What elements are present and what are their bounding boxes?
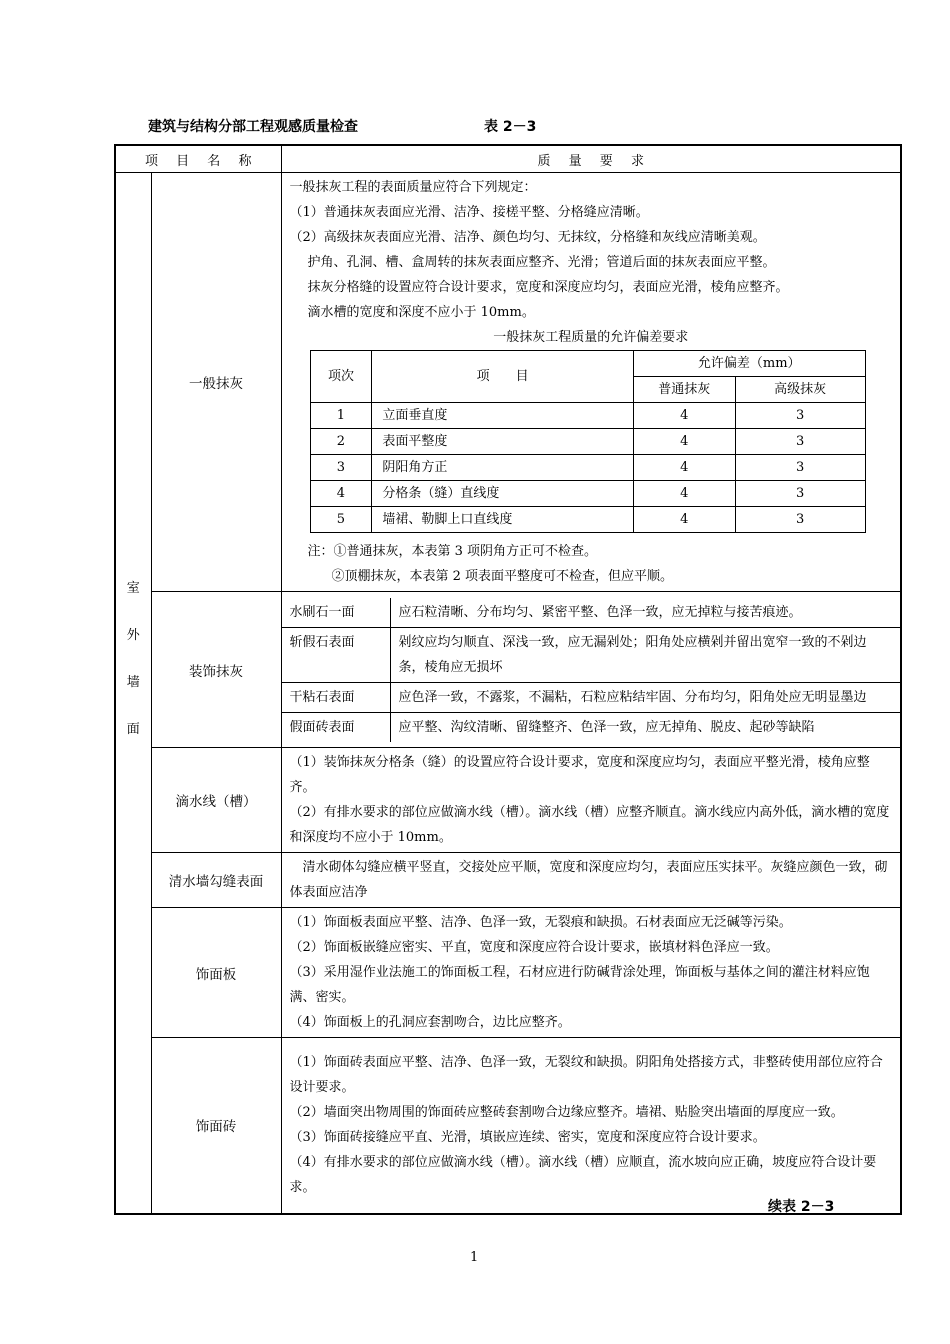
category-char: 外	[126, 628, 140, 643]
req-line: （1）饰面砖表面应平整、洁净、色泽一致，无裂纹和缺损。阴阳角处搭接方式，非整砖使用部位应符合设计要求。	[289, 1055, 883, 1096]
req-line: （2）高级抹灰表面应光滑、洁净、颜色均匀、无抹纹，分格缝和灰线应清晰美观。	[289, 230, 766, 245]
dev-high: 3	[735, 429, 865, 455]
req-decorative-plaster	[281, 592, 901, 748]
req-drip-line	[281, 748, 901, 853]
dev-item: 阴阳角方正	[372, 455, 634, 481]
deco-name: 斩假石表面	[282, 627, 391, 682]
dev-normal: 4	[633, 481, 735, 507]
item-facing-panel: 饰面板	[151, 908, 281, 1038]
req-line: 抹灰分格缝的设置应符合设计要求，宽度和深度应均匀，表面应光滑，棱角应整齐。	[307, 280, 789, 295]
dev-no: 2	[310, 429, 372, 455]
req-line: （2）有排水要求的部位应做滴水线（槽）。滴水线（槽）应整齐顺直。滴水线应内高外低，滴水槽的宽度和深度均不应小于 10mm。	[289, 805, 890, 845]
deviation-table	[310, 350, 866, 533]
dev-header-item: 项 目	[372, 351, 634, 403]
table-row	[310, 455, 865, 481]
dev-high: 3	[735, 481, 865, 507]
continued-label: 续表 2－3	[768, 1199, 835, 1215]
table-row	[310, 481, 865, 507]
req-line: （4）有排水要求的部位应做滴水线（槽）。滴水线（槽）应顺直，流水坡向应正确，坡度应符合设计要求。	[289, 1155, 877, 1196]
table-row	[282, 598, 901, 628]
deco-text: 应色泽一致，不露浆，不漏粘，石粒应粘结牢固、分布均匀，阳角处应无明显墨边	[390, 682, 900, 712]
dev-normal: 4	[633, 507, 735, 533]
req-line: （2）饰面板嵌缝应密实、平直，宽度和深度应符合设计要求，嵌填材料色泽应一致。	[289, 940, 779, 955]
page-number: 1	[470, 1250, 479, 1265]
dev-header-no: 项次	[310, 351, 372, 403]
dev-item: 墙裙、勒脚上口直线度	[372, 507, 634, 533]
req-general-plaster	[281, 173, 901, 592]
req-line: （4）饰面板上的孔洞应套割吻合，边比应整齐。	[289, 1015, 571, 1030]
deco-name: 假面砖表面	[282, 712, 391, 742]
req-line: 护角、孔洞、槽、盒周转的抹灰表面应整齐、光滑；管道后面的抹灰表面应平整。	[307, 255, 776, 270]
dev-normal: 4	[633, 403, 735, 429]
deco-name: 干粘石表面	[282, 682, 391, 712]
deco-name: 水刷石一面	[282, 598, 391, 628]
item-facing-tile: 饰面砖	[151, 1038, 281, 1214]
decorative-subtable	[282, 598, 901, 742]
dev-no: 5	[310, 507, 372, 533]
header-item-name: 项 目 名 称	[115, 145, 281, 173]
table-row	[282, 682, 901, 712]
req-fair-face-wall	[281, 853, 901, 908]
deco-text: 应石粒清晰、分布均匀、紧密平整、色泽一致，应无掉粒与接苦痕迹。	[390, 598, 900, 628]
category-char: 墙	[126, 675, 140, 690]
item-general-plaster: 一般抹灰	[151, 173, 281, 592]
note-line: 注：①普通抹灰，本表第 3 项阴角方正可不检查。	[307, 544, 598, 559]
dev-normal: 4	[633, 455, 735, 481]
req-line: （2）墙面突出物周围的饰面砖应整砖套割吻合边缘应整齐。墙裙、贴脸突出墙面的厚度应一致。	[289, 1105, 844, 1121]
quality-table	[114, 144, 902, 1215]
deviation-table-caption: 一般抹灰工程质量的允许偏差要求	[493, 330, 689, 345]
deco-text: 应平整、沟纹清晰、留缝整齐、色泽一致，应无掉角、脱皮、起砂等缺陷	[398, 719, 815, 735]
table-row	[310, 403, 865, 429]
category-char: 室	[126, 581, 140, 596]
note-line: ②顶棚抹灰，本表第 2 项表面平整度可不检查，但应平顺。	[331, 569, 674, 584]
dev-item: 表面平整度	[372, 429, 634, 455]
category-char: 面	[126, 722, 140, 737]
table-row	[282, 712, 901, 742]
table-row	[282, 627, 901, 682]
table-row	[310, 507, 865, 533]
item-drip-line: 滴水线（槽）	[151, 748, 281, 853]
dev-no: 1	[310, 403, 372, 429]
req-line: 滴水槽的宽度和深度不应小于 10mm。	[307, 305, 535, 320]
dev-no: 4	[310, 481, 372, 507]
dev-high: 3	[735, 403, 865, 429]
req-line: 一般抹灰工程的表面质量应符合下列规定：	[289, 180, 537, 195]
dev-no: 3	[310, 455, 372, 481]
table-number: 表 2－3	[484, 119, 537, 135]
page-title: 建筑与结构分部工程观感质量检查	[148, 119, 358, 135]
dev-high: 3	[735, 455, 865, 481]
deco-text: 剁纹应均匀顺直、深浅一致，应无漏剁处；阳角处应横剁并留出宽窄一致的不剁边条，棱角应无损坏	[390, 627, 900, 682]
item-fair-face-wall: 清水墙勾缝表面	[151, 853, 281, 908]
dev-header-high: 高级抹灰	[735, 377, 865, 403]
req-line: （3）饰面砖接缝应平直、光滑，填嵌应连续、密实，宽度和深度应符合设计要求。	[289, 1130, 766, 1146]
dev-high: 3	[735, 507, 865, 533]
dev-header-normal: 普通抹灰	[633, 377, 735, 403]
req-line: （1）普通抹灰表面应光滑、洁净、接槎平整、分格缝应清晰。	[289, 205, 649, 220]
req-line: （1）装饰抹灰分格条（缝）的设置应符合设计要求，宽度和深度应均匀，表面应平整光滑，棱角应整齐。	[289, 755, 870, 795]
item-decorative-plaster: 装饰抹灰	[151, 592, 281, 748]
req-facing-panel	[281, 908, 901, 1038]
dev-item: 立面垂直度	[372, 403, 634, 429]
category-cell	[115, 173, 151, 1214]
table-row	[310, 429, 865, 455]
dev-header-deviation: 允许偏差（mm）	[633, 351, 865, 377]
dev-item: 分格条（缝）直线度	[372, 481, 634, 507]
req-line: （3）采用湿作业法施工的饰面板工程，石材应进行防碱背涂处理，饰面板与基体之间的灌注材料应饱满、密实。	[289, 965, 870, 1005]
req-line: （1）饰面板表面应平整、洁净、色泽一致，无裂痕和缺损。石材表面应无泛碱等污染。	[289, 915, 792, 930]
header-quality-req: 质 量 要 求	[281, 145, 901, 173]
dev-normal: 4	[633, 429, 735, 455]
req-line: 清水砌体勾缝应横平竖直，交接处应平顺，宽度和深度应均匀，表面应压实抹平。灰缝应颜色一致，砌体表面应洁净	[289, 860, 888, 900]
req-facing-tile	[281, 1038, 901, 1214]
